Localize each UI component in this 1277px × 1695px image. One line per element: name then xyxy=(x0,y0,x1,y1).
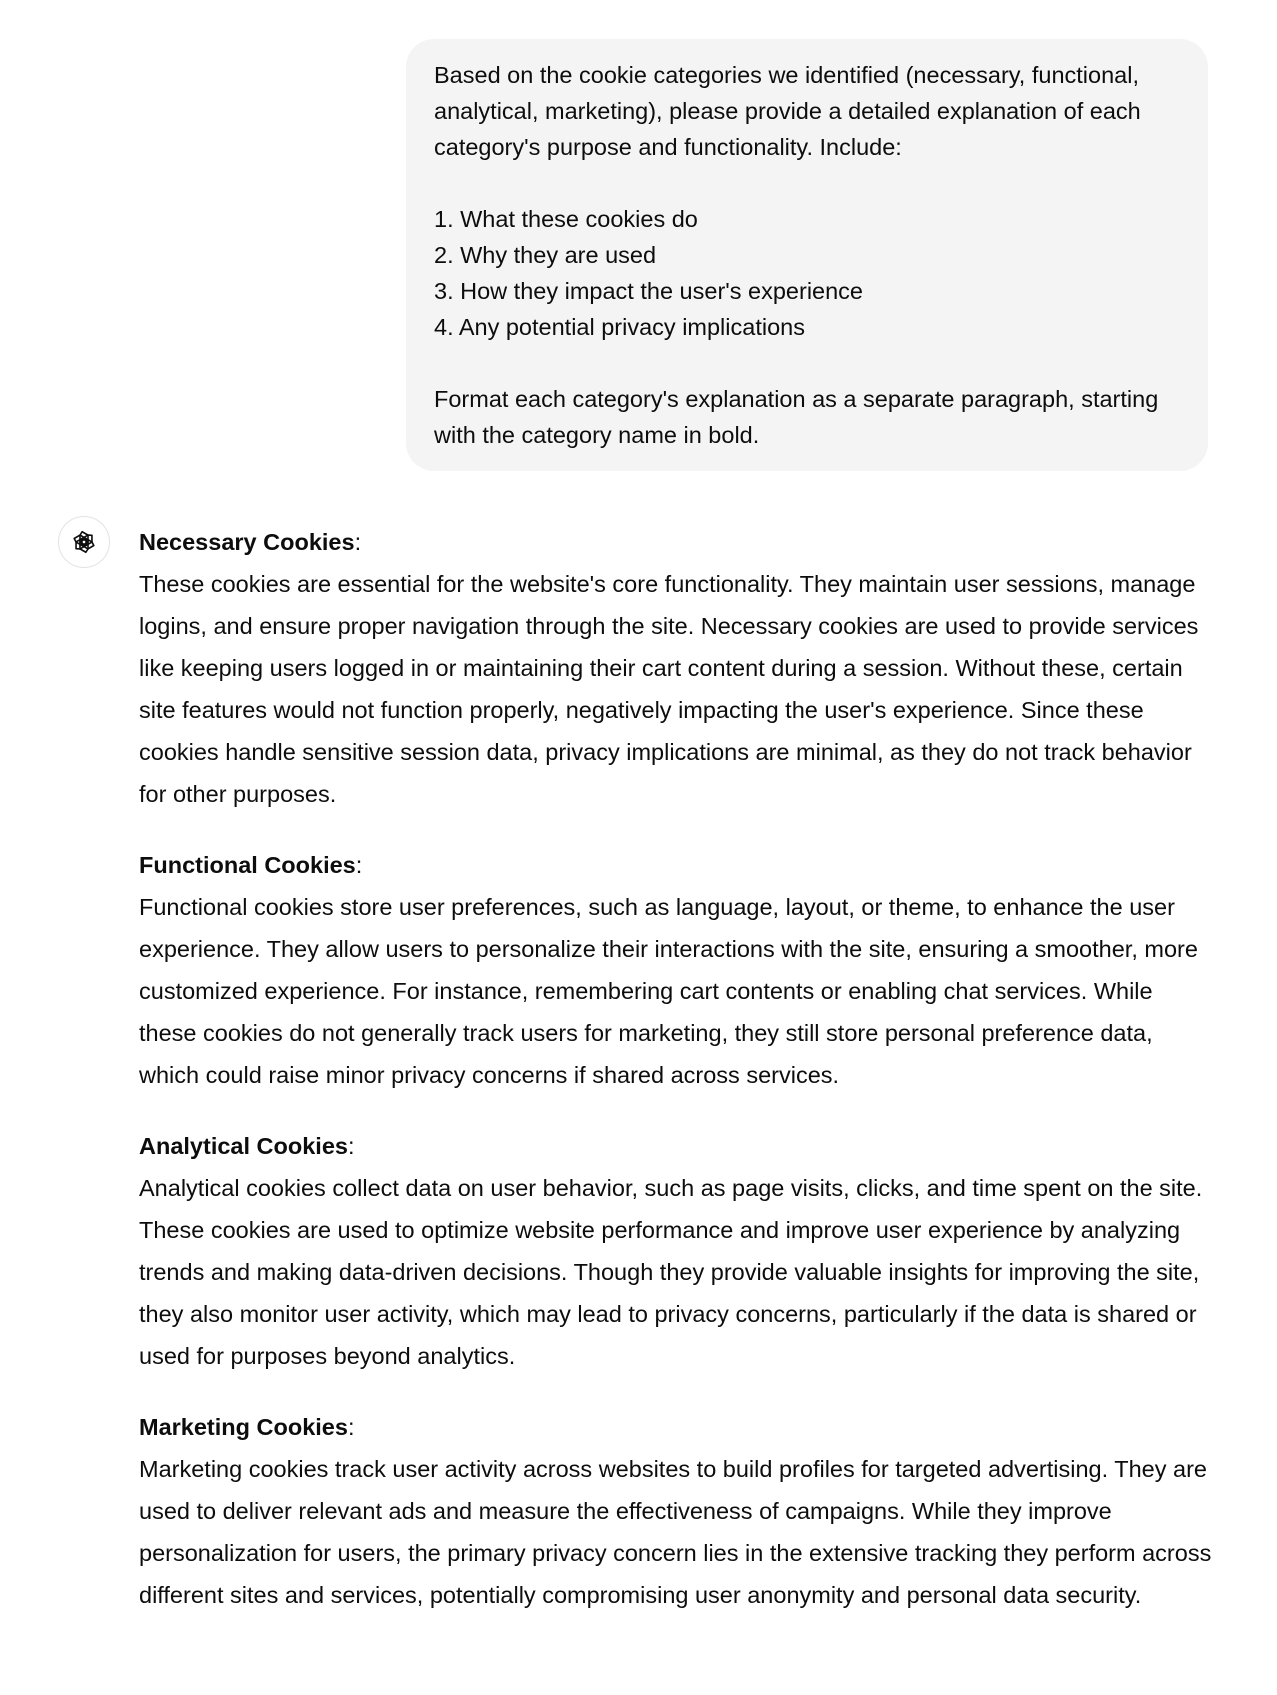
user-message-item: 1. What these cookies do xyxy=(434,206,698,232)
section-body: These cookies are essential for the website's core functionality. They maintain user sessions, manage logins, and ensure proper navigation through the site. Necessary cookies are used to provide services like keeping users logged in or maintaining their cart content during a session. Without these, certain site features would not function properly, negatively impacting the user's experience. Since these cookies handle sensitive session data, privacy implications are minimal, as they do not track behavior for other purposes. xyxy=(139,571,1199,807)
user-message-closing: Format each category's explanation as a separate paragraph, starting with the category name in bold. xyxy=(434,386,1159,448)
paragraph-gap xyxy=(434,165,1180,201)
section-title-wrap xyxy=(139,1406,1214,1448)
assistant-message xyxy=(139,521,1214,1645)
assistant-avatar xyxy=(58,516,110,568)
section-title: Functional Cookies xyxy=(139,852,356,878)
section-body: Functional cookies store user preferences, such as language, layout, or theme, to enhance the user experience. They allow users to personalize their interactions with the site, ensuring a smoother, more customized experience. For instance, remembering cart contents or enabling chat services. While these cookies do not generally track users for marketing, they still store personal preference data, which could raise minor privacy concerns if shared across services. xyxy=(139,894,1198,1088)
cookie-section-functional xyxy=(139,844,1214,1096)
section-body: Analytical cookies collect data on user behavior, such as page visits, clicks, and time spent on the site. These cookies are used to optimize website performance and improve user experience by analyzing trends and making data-driven decisions. Though they provide valuable insights for improving the site, they also monitor user activity, which may lead to privacy concerns, particularly if the data is shared or used for purposes beyond analytics. xyxy=(139,1175,1203,1369)
section-title-wrap xyxy=(139,521,1214,563)
user-message-item: 3. How they impact the user's experience xyxy=(434,278,864,304)
section-body: Marketing cookies track user activity across websites to build profiles for targeted advertising. They are used to deliver relevant ads and measure the effectiveness of campaigns. While they improve personalization for users, the primary privacy concern lies in the extensive tracking they perform across different sites and services, potentially compromising user anonymity and personal data security. xyxy=(139,1456,1212,1608)
user-message-item: 2. Why they are used xyxy=(434,242,657,268)
section-title-colon: : xyxy=(354,529,362,555)
cookie-section-necessary xyxy=(139,521,1214,815)
section-title-colon: : xyxy=(355,852,363,878)
section-title-wrap xyxy=(139,1125,1214,1167)
paragraph-gap xyxy=(434,345,1180,381)
section-title-colon: : xyxy=(347,1133,355,1159)
cookie-section-marketing xyxy=(139,1406,1214,1616)
section-title: Necessary Cookies xyxy=(139,529,355,555)
cookie-section-analytical xyxy=(139,1125,1214,1377)
openai-logo-icon xyxy=(69,527,99,557)
user-message-intro: Based on the cookie categories we identified (necessary, functional, analytical, marketing), please provide a detailed explanation of each category's purpose and functionality. Include: xyxy=(434,62,1141,160)
user-message-bubble xyxy=(406,39,1208,471)
section-title-wrap xyxy=(139,844,1214,886)
section-title-colon: : xyxy=(347,1414,355,1440)
user-message-item: 4. Any potential privacy implications xyxy=(434,314,805,340)
section-title: Analytical Cookies xyxy=(139,1133,348,1159)
section-title: Marketing Cookies xyxy=(139,1414,348,1440)
